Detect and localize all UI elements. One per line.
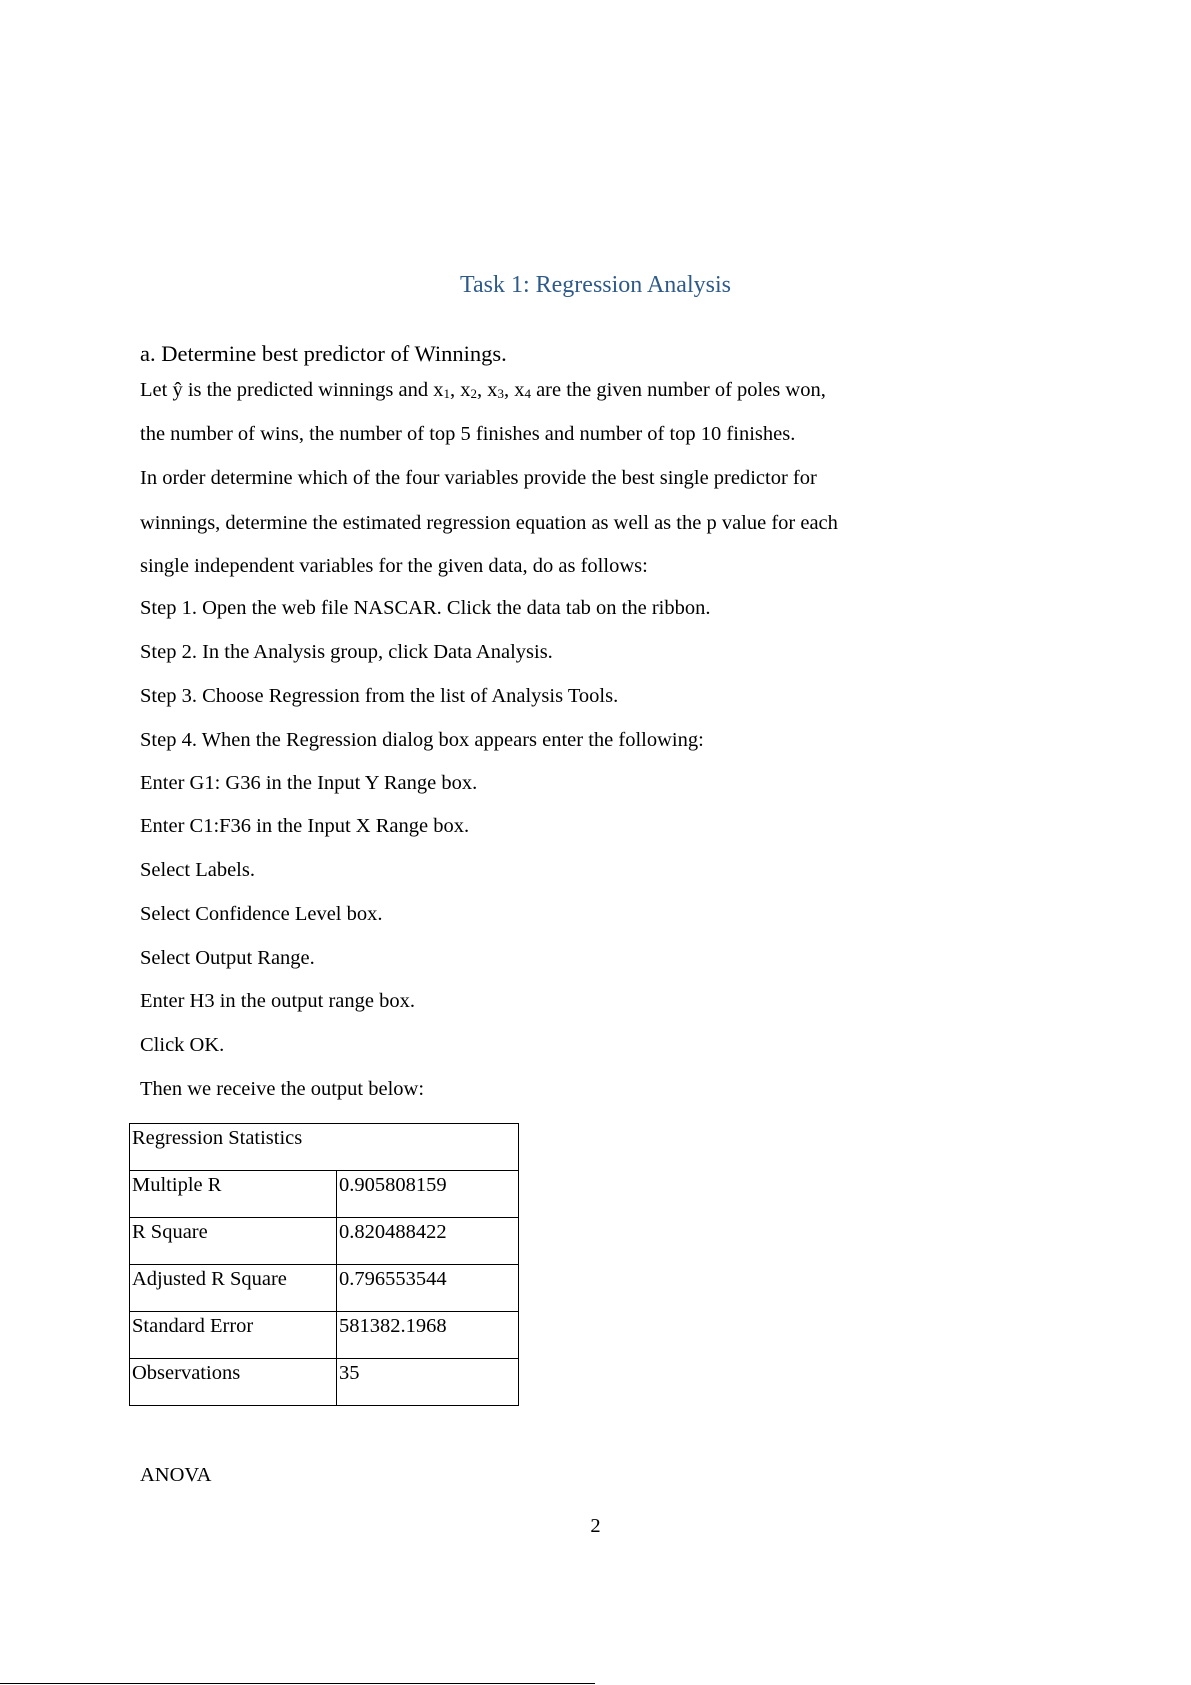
instruction-line: Enter G1: G36 in the Input Y Range box. — [140, 772, 478, 794]
instruction-line: Select Output Range. — [140, 947, 315, 969]
instruction-line: Select Confidence Level box. — [140, 903, 383, 925]
table-row — [130, 1359, 519, 1406]
body-line: In order determine which of the four variables provide the best single predictor for — [140, 467, 817, 489]
stat-value: 0.905808159 — [337, 1171, 519, 1218]
x-separator: , x — [503, 379, 525, 401]
x3-subscript: 3 — [497, 386, 504, 401]
stat-value: 35 — [337, 1359, 519, 1406]
stat-value: 0.796553544 — [337, 1265, 519, 1312]
page-title: Task 1: Regression Analysis — [460, 272, 731, 298]
instruction-line: Click OK. — [140, 1034, 225, 1056]
stat-label: R Square — [130, 1218, 337, 1265]
body-line: winnings, determine the estimated regression equation as well as the p value for each — [140, 512, 838, 534]
anova-label: ANOVA — [140, 1464, 212, 1486]
stat-label: Adjusted R Square — [130, 1265, 337, 1312]
stat-value: 581382.1968 — [337, 1312, 519, 1359]
section-heading: a. Determine best predictor of Winnings. — [140, 341, 507, 366]
table-row — [130, 1312, 519, 1359]
intro-line — [140, 379, 826, 402]
table-row — [130, 1218, 519, 1265]
body-line: single independent variables for the given data, do as follows: — [140, 555, 648, 577]
x-separator: , x — [449, 379, 471, 401]
x2-subscript: 2 — [470, 386, 477, 401]
x-separator: , x — [476, 379, 498, 401]
x4-subscript: 4 — [524, 386, 531, 401]
table-header-row — [130, 1124, 519, 1171]
stat-label: Standard Error — [130, 1312, 337, 1359]
table-row — [130, 1171, 519, 1218]
step-line: Step 4. When the Regression dialog box appears enter the following: — [140, 729, 704, 751]
instruction-line: Then we receive the output below: — [140, 1078, 425, 1100]
table-row — [130, 1265, 519, 1312]
x1-subscript: 1 — [443, 386, 450, 401]
intro-prefix: Let ŷ is the predicted winnings and x — [140, 379, 444, 401]
body-line: the number of wins, the number of top 5 finishes and number of top 10 finishes. — [140, 423, 796, 445]
page-number: 2 — [590, 1515, 601, 1537]
stat-label: Observations — [130, 1359, 337, 1406]
instruction-line: Select Labels. — [140, 859, 255, 881]
step-line: Step 2. In the Analysis group, click Data Analysis. — [140, 641, 553, 663]
stat-label: Multiple R — [130, 1171, 337, 1218]
step-line: Step 1. Open the web file NASCAR. Click the data tab on the ribbon. — [140, 597, 711, 619]
intro-suffix: are the given number of poles won, — [530, 379, 826, 401]
table-header-cell: Regression Statistics — [130, 1124, 519, 1171]
footer-divider — [0, 1683, 595, 1684]
instruction-line: Enter C1:F36 in the Input X Range box. — [140, 815, 470, 837]
stat-value: 0.820488422 — [337, 1218, 519, 1265]
regression-statistics-table — [129, 1123, 519, 1406]
instruction-line: Enter H3 in the output range box. — [140, 990, 415, 1012]
step-line: Step 3. Choose Regression from the list of Analysis Tools. — [140, 685, 619, 707]
